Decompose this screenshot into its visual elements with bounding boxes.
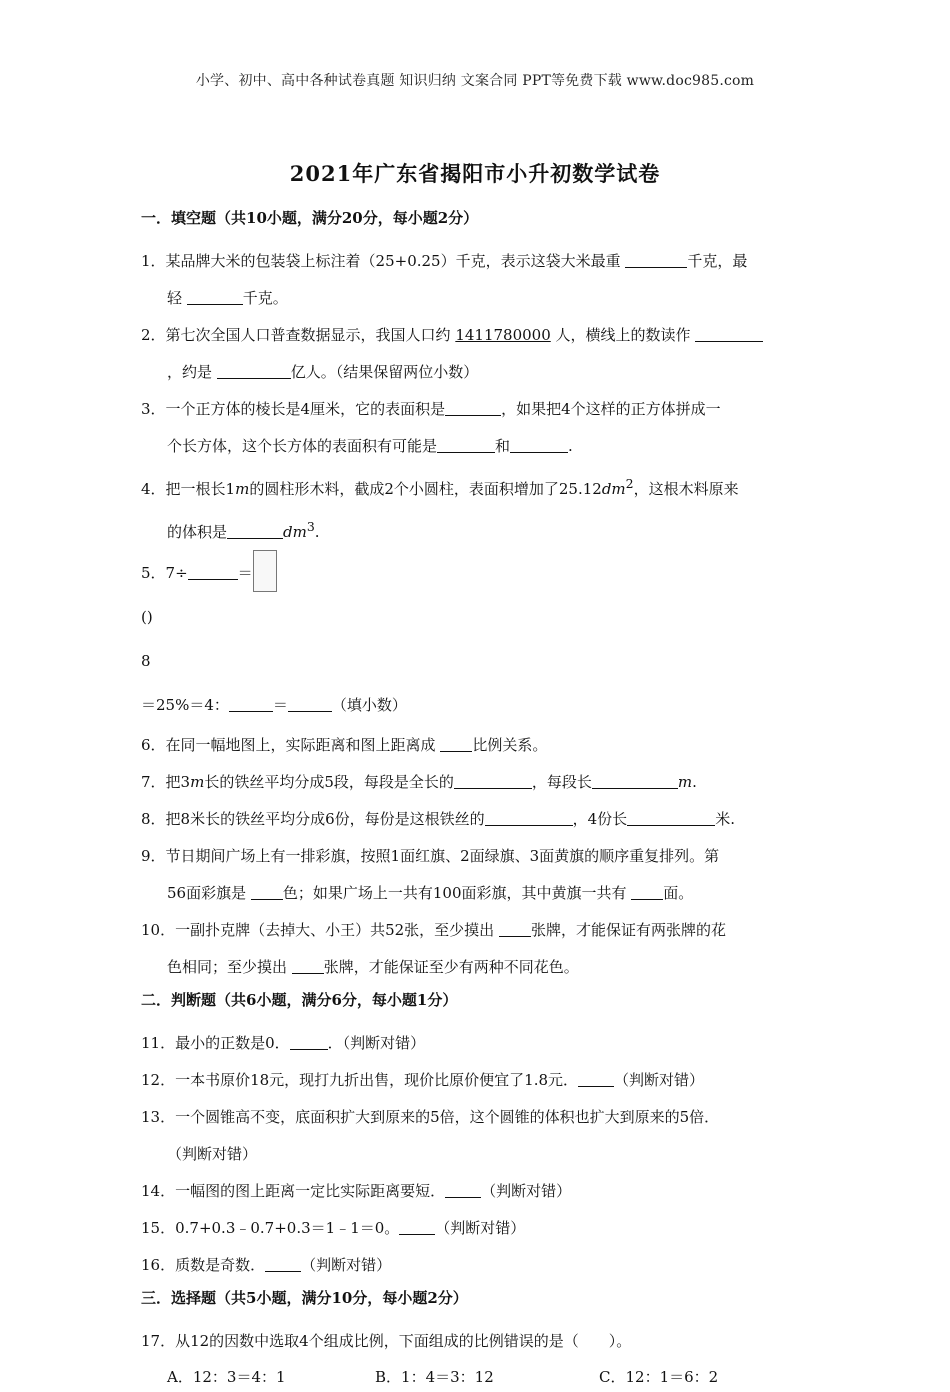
answer-blank[interactable] [592,773,678,789]
answer-blank[interactable] [288,696,332,712]
answer-blank[interactable] [627,810,715,826]
question-13: 13．一个圆锥高不变，底面积扩大到原来的5倍，这个圆锥的体积也扩大到原来的5倍． （判断对错） [141,1108,720,1163]
answer-blank[interactable] [578,1071,614,1087]
section-heading-fill: 一．填空题（共10小题，满分20分，每小题2分） [141,209,479,227]
question-5: 5．7÷ ＝ () 8 ＝25%＝4： ＝ （填小数） [141,551,811,727]
question-8: 8．把8米长的铁丝平均分成6份，每份是这根铁丝的 ，4份长 米. [141,810,735,828]
page-header: 小学、初中、高中各种试卷真题 知识归纳 文案合同 PPT等免费下载 www.doc985.com [195,73,755,89]
question-15: 15．0.7+0.3﹣0.7+0.3＝1﹣1＝0。 （判断对错） [141,1219,526,1237]
question-2: 2．第七次全国人口普查数据显示，我国人口约 1411780000 人，横线上的数读作 ，约是 亿人。（结果保留两位小数） [141,317,811,391]
question-14: 14．一幅图的图上距离一定比实际距离要短． （判断对错） [141,1182,572,1200]
option-a[interactable]: A．12：3＝4：1 [167,1368,286,1386]
answer-blank[interactable] [510,437,568,453]
answer-blank[interactable] [499,921,531,937]
answer-blank[interactable] [227,523,283,539]
question-6: 6．在同一幅地图上，实际距离和图上距离成 比例关系。 [141,736,548,754]
question-16: 16．质数是奇数． （判断对错） [141,1256,392,1274]
answer-blank[interactable] [440,736,472,752]
answer-blank[interactable] [485,810,573,826]
answer-blank[interactable] [292,958,324,974]
question-17: 17．从12的因数中选取4个组成比例，下面组成的比例错误的是（ ）。 A．12：3＝4：1 B．1：4＝3：12 C．12：1＝6：2 [141,1323,811,1392]
answer-blank[interactable] [695,326,763,342]
answer-blank[interactable] [187,289,243,305]
answer-blank[interactable] [265,1256,301,1272]
question-3: 3．一个正方体的棱长是4厘米，它的表面积是 ，如果把4个这样的正方体拼成一 个长方体，这个长方体的表面积有可能是 和 . [141,400,721,455]
answer-blank[interactable] [229,696,273,712]
option-c[interactable]: C．12：1＝6：2 [599,1368,719,1386]
fraction-image [253,550,277,592]
question-12: 12．一本书原价18元，现打九折出售，现价比原价便宜了1.8元． （判断对错） [141,1071,705,1089]
option-b[interactable]: B．1：4＝3：12 [375,1368,494,1386]
question-4: 4．把一根长1m的圆柱形木料，截成2个小圆柱，表面积增加了$25.12dm^2$，这根木料原来 的体积是 $dm^3$. [141,476,739,541]
answer-blank[interactable] [454,773,532,789]
choice-options [141,1362,811,1392]
question-9: 9．节日期间广场上有一排彩旗，按照1面红旗、2面绿旗、3面黄旗的顺序重复排列。第 56面彩旗是 色；如果广场上一共有100面彩旗，其中黄旗一共有 面。 [141,847,720,902]
answer-blank[interactable] [188,564,238,580]
question-10: 10．一副扑克牌（去掉大、小王）共52张，至少摸出 张牌，才能保证有两张牌的花 色相同；至少摸出 张牌，才能保证至少有两种不同花色。 [141,921,726,976]
section-heading-choice: 三．选择题（共5小题，满分10分，每小题2分） [141,1289,468,1307]
answer-blank[interactable] [445,400,501,416]
answer-blank[interactable] [625,252,687,268]
section-heading-judge: 二．判断题（共6小题，满分6分，每小题1分） [141,991,458,1009]
answer-blank[interactable] [290,1034,328,1050]
answer-blank[interactable] [437,437,495,453]
answer-blank[interactable] [445,1182,481,1198]
answer-blank[interactable] [631,884,663,900]
question-7: 7．把3m长的铁丝平均分成5段，每段是全长的 ，每段长 m. [141,773,697,791]
answer-blank[interactable] [399,1219,435,1235]
question-11: 11．最小的正数是0． ．（判断对错） [141,1034,426,1052]
page-title: 2021年广东省揭阳市小升初数学试卷 [289,161,661,186]
question-1: 1．某品牌大米的包装袋上标注着（25+0.25）千克，表示这袋大米最重 千克，最 轻 千克。 [141,252,748,307]
exam-content [141,206,811,1392]
answer-blank[interactable] [251,884,283,900]
answer-blank[interactable] [217,363,291,379]
